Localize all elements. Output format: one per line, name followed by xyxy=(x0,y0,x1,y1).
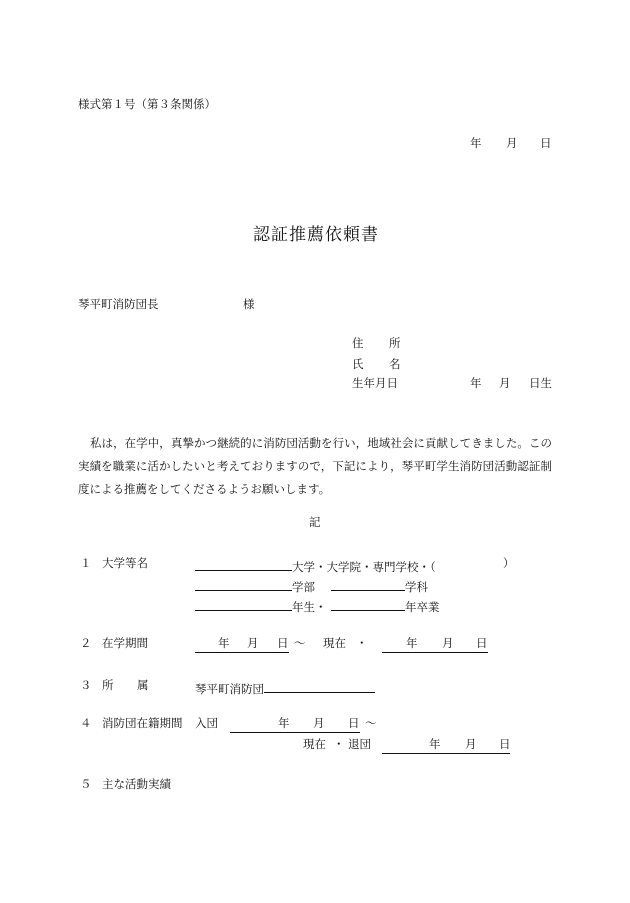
birth-month: 月 xyxy=(499,376,511,390)
item3-number: ３ xyxy=(80,678,92,692)
page-title: 認証推薦依頼書 xyxy=(253,225,379,245)
enroll-dot: ・ xyxy=(356,636,368,650)
retire-day: 日 xyxy=(499,737,511,751)
item1-row2 xyxy=(195,578,315,594)
affiliation-row xyxy=(195,680,375,696)
department-field[interactable] xyxy=(331,578,405,591)
join-month: 月 xyxy=(313,716,325,730)
item2-label: 在学期間 xyxy=(102,636,148,650)
item2-number: ２ xyxy=(80,636,92,650)
retire-month: 月 xyxy=(465,737,477,751)
grade-field[interactable] xyxy=(195,598,292,611)
ki-heading: 記 xyxy=(309,515,321,529)
graduation-label: 年卒業 xyxy=(405,600,440,614)
item1-row2b xyxy=(331,578,428,594)
enrollment-end-field[interactable] xyxy=(382,638,488,653)
item1-row3b xyxy=(331,598,440,614)
join-year: 年 xyxy=(278,716,290,730)
retired-label: 退団 xyxy=(348,737,371,751)
item1-row1 xyxy=(195,558,436,574)
date-day: 日 xyxy=(540,136,552,150)
enroll-current: 現在 xyxy=(323,636,346,650)
school-types: 大学・大学院・専門学校・（ xyxy=(292,560,436,574)
item1-label: 大学等名 xyxy=(102,556,148,570)
enroll-tilde: ～ xyxy=(294,636,306,650)
address-label-1: 住 xyxy=(352,336,364,350)
name-label-2: 名 xyxy=(389,357,401,371)
item5-number: ５ xyxy=(80,777,92,791)
affiliation-unit-field[interactable] xyxy=(264,680,375,693)
date-month: 月 xyxy=(506,136,518,150)
faculty-label: 学部 xyxy=(292,580,315,594)
birth-label: 生年月日 xyxy=(352,376,398,390)
close-paren: ） xyxy=(503,556,515,570)
name-label-1: 氏 xyxy=(352,357,364,371)
enroll-month: 月 xyxy=(247,636,259,650)
enroll-year2: 年 xyxy=(406,636,418,650)
body-paragraph: 私は，在学中，真摯かつ継続的に消防団活動を行い，地域社会に貢献してきました。この実績を職業に活かしたいと考えておりますので，下記により，琴平町学生消防団活動認証制度による推薦をしてくださるようお願いします。 xyxy=(78,436,552,496)
item5-label: 主な活動実績 xyxy=(102,777,171,791)
item4-label: 消防団在籍期間 xyxy=(102,716,183,730)
membership-dot: ・ xyxy=(333,737,345,751)
join-tilde: ～ xyxy=(365,716,377,730)
membership-current: 現在 xyxy=(303,737,326,751)
department-label: 学科 xyxy=(405,580,428,594)
joined-label: 入団 xyxy=(195,716,218,730)
addressee-honorific: 様 xyxy=(243,297,255,311)
address-label-2: 所 xyxy=(389,336,401,350)
enroll-year: 年 xyxy=(218,636,230,650)
join-day: 日 xyxy=(348,716,360,730)
birth-year: 年 xyxy=(470,376,482,390)
birth-day: 日生 xyxy=(529,376,552,390)
enroll-day: 日 xyxy=(277,636,289,650)
graduation-year-field[interactable] xyxy=(331,598,405,611)
faculty-field[interactable] xyxy=(195,578,292,591)
item4-number: ４ xyxy=(80,716,92,730)
enroll-month2: 月 xyxy=(442,636,454,650)
date-year: 年 xyxy=(470,136,482,150)
form-number: 様式第１号（第３条関係） xyxy=(78,97,216,111)
enrollment-start-field[interactable] xyxy=(195,638,289,653)
addressee-name: 琴平町消防団長 xyxy=(78,297,159,311)
item3-label-2: 属 xyxy=(137,678,149,692)
join-date-field[interactable] xyxy=(230,718,360,733)
retire-year: 年 xyxy=(429,737,441,751)
university-name-field[interactable] xyxy=(195,558,292,571)
item3-label-1: 所 xyxy=(102,678,114,692)
item1-number: １ xyxy=(80,556,92,570)
item1-row3 xyxy=(195,598,327,614)
enroll-day2: 日 xyxy=(476,636,488,650)
affiliation-org: 琴平町消防団 xyxy=(195,682,264,696)
grade-label: 年生・ xyxy=(292,600,327,614)
retire-date-field[interactable] xyxy=(382,739,510,754)
